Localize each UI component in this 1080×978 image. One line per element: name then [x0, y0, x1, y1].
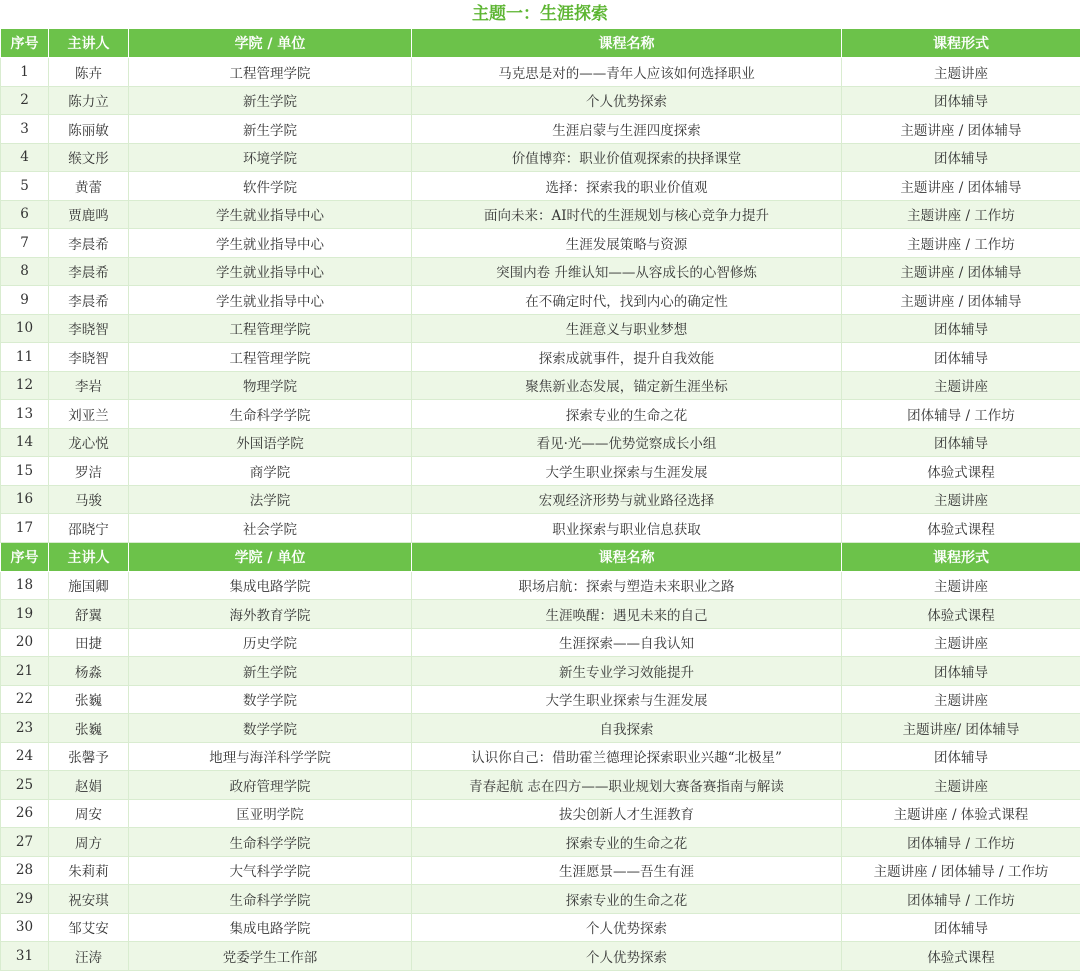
cell-lecturer: 李晨希: [49, 229, 129, 258]
table-row: [1, 257, 1080, 286]
header-course-format: 课程形式: [842, 29, 1080, 58]
cell-lecturer: 贾鹿鸣: [49, 200, 129, 229]
cell-course-name: 职场启航：探索与塑造未来职业之路: [412, 571, 842, 600]
table-row: [1, 742, 1080, 771]
cell-department: 党委学生工作部: [129, 942, 412, 971]
cell-lecturer: 邹艾安: [49, 913, 129, 942]
cell-department: 商学院: [129, 457, 412, 486]
cell-course-name: 宏观经济形势与就业路径选择: [412, 485, 842, 514]
cell-course-name: 探索成就事件，提升自我效能: [412, 343, 842, 372]
cell-department: 法学院: [129, 485, 412, 514]
cell-lecturer: 陈力立: [49, 86, 129, 115]
table-row: [1, 885, 1080, 914]
cell-row-number: 29: [1, 885, 49, 914]
table-row: [1, 771, 1080, 800]
table-row: [1, 343, 1080, 372]
cell-department: 生命科学学院: [129, 885, 412, 914]
table-row: [1, 913, 1080, 942]
cell-course-format: 主题讲座 / 体验式课程: [842, 799, 1080, 828]
cell-course-format: 团体辅导 / 工作坊: [842, 885, 1080, 914]
cell-lecturer: 祝安琪: [49, 885, 129, 914]
cell-department: 学生就业指导中心: [129, 257, 412, 286]
cell-course-format: 主题讲座 / 团体辅导 / 工作坊: [842, 856, 1080, 885]
cell-lecturer: 张馨予: [49, 742, 129, 771]
cell-department: 集成电路学院: [129, 571, 412, 600]
table-row: [1, 457, 1080, 486]
cell-course-name: 选择：探索我的职业价值观: [412, 172, 842, 201]
cell-row-number: 19: [1, 600, 49, 629]
cell-row-number: 18: [1, 571, 49, 600]
cell-lecturer: 李晨希: [49, 286, 129, 315]
cell-department: 工程管理学院: [129, 343, 412, 372]
cell-row-number: 25: [1, 771, 49, 800]
cell-course-name: 生涯发展策略与资源: [412, 229, 842, 258]
table-header-row: [1, 29, 1080, 58]
cell-lecturer: 赵娟: [49, 771, 129, 800]
cell-department: 匡亚明学院: [129, 799, 412, 828]
cell-course-format: 主题讲座 / 团体辅导: [842, 257, 1080, 286]
table-row: [1, 172, 1080, 201]
cell-row-number: 3: [1, 115, 49, 144]
cell-department: 新生学院: [129, 657, 412, 686]
cell-course-name: 生涯意义与职业梦想: [412, 314, 842, 343]
cell-course-format: 体验式课程: [842, 942, 1080, 971]
cell-lecturer: 李晨希: [49, 257, 129, 286]
header-row-number: 序号: [1, 542, 49, 571]
cell-row-number: 16: [1, 485, 49, 514]
cell-lecturer: 龙心悦: [49, 428, 129, 457]
table-row: [1, 314, 1080, 343]
cell-row-number: 21: [1, 657, 49, 686]
cell-department: 软件学院: [129, 172, 412, 201]
cell-course-format: 主题讲座: [842, 771, 1080, 800]
cell-course-format: 团体辅导: [842, 314, 1080, 343]
cell-row-number: 1: [1, 58, 49, 87]
cell-row-number: 12: [1, 371, 49, 400]
cell-department: 社会学院: [129, 514, 412, 543]
cell-course-name: 个人优势探索: [412, 913, 842, 942]
cell-row-number: 7: [1, 229, 49, 258]
cell-course-name: 大学生职业探索与生涯发展: [412, 685, 842, 714]
cell-department: 数学学院: [129, 685, 412, 714]
cell-department: 环境学院: [129, 143, 412, 172]
cell-course-name: 新生专业学习效能提升: [412, 657, 842, 686]
table-row: [1, 600, 1080, 629]
cell-department: 学生就业指导中心: [129, 286, 412, 315]
table-row: [1, 828, 1080, 857]
cell-row-number: 27: [1, 828, 49, 857]
table-row: [1, 400, 1080, 429]
cell-course-format: 主题讲座 / 团体辅导: [842, 115, 1080, 144]
cell-lecturer: 张巍: [49, 685, 129, 714]
table-header-row: [1, 542, 1080, 571]
cell-lecturer: 李岩: [49, 371, 129, 400]
cell-department: 新生学院: [129, 115, 412, 144]
cell-row-number: 15: [1, 457, 49, 486]
cell-row-number: 26: [1, 799, 49, 828]
cell-row-number: 31: [1, 942, 49, 971]
cell-department: 生命科学学院: [129, 828, 412, 857]
cell-row-number: 17: [1, 514, 49, 543]
cell-department: 外国语学院: [129, 428, 412, 457]
cell-course-name: 个人优势探索: [412, 942, 842, 971]
cell-course-name: 拔尖创新人才生涯教育: [412, 799, 842, 828]
table-row: [1, 428, 1080, 457]
cell-course-format: 主题讲座: [842, 485, 1080, 514]
cell-course-name: 自我探索: [412, 714, 842, 743]
cell-department: 海外教育学院: [129, 600, 412, 629]
table-row: [1, 856, 1080, 885]
cell-course-name: 认识你自己：借助霍兰德理论探索职业兴趣“北极星”: [412, 742, 842, 771]
table-row: [1, 143, 1080, 172]
cell-lecturer: 陈丽敏: [49, 115, 129, 144]
cell-course-name: 看见·光——优势觉察成长小组: [412, 428, 842, 457]
cell-course-name: 探索专业的生命之花: [412, 400, 842, 429]
cell-row-number: 5: [1, 172, 49, 201]
cell-row-number: 23: [1, 714, 49, 743]
cell-department: 物理学院: [129, 371, 412, 400]
cell-course-format: 主题讲座: [842, 628, 1080, 657]
header-lecturer: 主讲人: [49, 542, 129, 571]
table-row: [1, 628, 1080, 657]
cell-row-number: 14: [1, 428, 49, 457]
cell-course-format: 团体辅导: [842, 428, 1080, 457]
cell-lecturer: 张巍: [49, 714, 129, 743]
header-course-format: 课程形式: [842, 542, 1080, 571]
cell-lecturer: 周方: [49, 828, 129, 857]
cell-department: 集成电路学院: [129, 913, 412, 942]
cell-row-number: 6: [1, 200, 49, 229]
cell-department: 数学学院: [129, 714, 412, 743]
cell-course-format: 团体辅导: [842, 913, 1080, 942]
header-row-number: 序号: [1, 29, 49, 58]
cell-lecturer: 朱莉莉: [49, 856, 129, 885]
cell-row-number: 30: [1, 913, 49, 942]
cell-course-format: 团体辅导: [842, 86, 1080, 115]
cell-department: 工程管理学院: [129, 314, 412, 343]
cell-course-format: 团体辅导: [842, 343, 1080, 372]
cell-lecturer: 陈卉: [49, 58, 129, 87]
cell-course-format: 团体辅导 / 工作坊: [842, 828, 1080, 857]
cell-row-number: 2: [1, 86, 49, 115]
cell-department: 大气科学学院: [129, 856, 412, 885]
cell-course-name: 聚焦新业态发展，锚定新生涯坐标: [412, 371, 842, 400]
cell-course-name: 大学生职业探索与生涯发展: [412, 457, 842, 486]
cell-course-name: 在不确定时代，找到内心的确定性: [412, 286, 842, 315]
table-row: [1, 514, 1080, 543]
table-row: [1, 371, 1080, 400]
table-row: [1, 200, 1080, 229]
header-lecturer: 主讲人: [49, 29, 129, 58]
cell-row-number: 11: [1, 343, 49, 372]
cell-course-format: 体验式课程: [842, 457, 1080, 486]
cell-course-format: 主题讲座 / 工作坊: [842, 229, 1080, 258]
cell-department: 生命科学学院: [129, 400, 412, 429]
cell-department: 学生就业指导中心: [129, 200, 412, 229]
cell-course-format: 团体辅导: [842, 657, 1080, 686]
cell-row-number: 13: [1, 400, 49, 429]
cell-course-format: 主题讲座: [842, 371, 1080, 400]
cell-course-name: 个人优势探索: [412, 86, 842, 115]
cell-row-number: 8: [1, 257, 49, 286]
cell-lecturer: 施国卿: [49, 571, 129, 600]
cell-course-name: 职业探索与职业信息获取: [412, 514, 842, 543]
cell-department: 政府管理学院: [129, 771, 412, 800]
cell-lecturer: 杨淼: [49, 657, 129, 686]
cell-course-name: 青春起航 志在四方——职业规划大赛备赛指南与解读: [412, 771, 842, 800]
table-row: [1, 714, 1080, 743]
cell-course-format: 团体辅导: [842, 143, 1080, 172]
table-row: [1, 685, 1080, 714]
cell-lecturer: 缑文彤: [49, 143, 129, 172]
cell-lecturer: 李晓智: [49, 314, 129, 343]
cell-course-format: 主题讲座 / 团体辅导: [842, 286, 1080, 315]
table-row: [1, 229, 1080, 258]
cell-lecturer: 田捷: [49, 628, 129, 657]
cell-course-format: 团体辅导 / 工作坊: [842, 400, 1080, 429]
cell-row-number: 9: [1, 286, 49, 315]
cell-course-format: 体验式课程: [842, 514, 1080, 543]
cell-course-name: 探索专业的生命之花: [412, 885, 842, 914]
cell-course-name: 生涯唤醒：遇见未来的自己: [412, 600, 842, 629]
cell-row-number: 22: [1, 685, 49, 714]
cell-lecturer: 罗洁: [49, 457, 129, 486]
cell-lecturer: 刘亚兰: [49, 400, 129, 429]
cell-course-name: 生涯启蒙与生涯四度探索: [412, 115, 842, 144]
cell-course-format: 主题讲座: [842, 571, 1080, 600]
header-department: 学院 / 单位: [129, 542, 412, 571]
table-row: [1, 571, 1080, 600]
cell-lecturer: 马骏: [49, 485, 129, 514]
cell-lecturer: 李晓智: [49, 343, 129, 372]
cell-course-name: 突围内卷 升维认知——从容成长的心智修炼: [412, 257, 842, 286]
cell-row-number: 20: [1, 628, 49, 657]
table-row: [1, 942, 1080, 971]
table-row: [1, 58, 1080, 87]
cell-course-format: 主题讲座 / 团体辅导: [842, 172, 1080, 201]
cell-lecturer: 舒翼: [49, 600, 129, 629]
cell-department: 新生学院: [129, 86, 412, 115]
cell-course-format: 主题讲座: [842, 58, 1080, 87]
course-table: [0, 28, 1080, 971]
header-course-name: 课程名称: [412, 29, 842, 58]
cell-course-name: 价值博弈：职业价值观探索的抉择课堂: [412, 143, 842, 172]
cell-row-number: 28: [1, 856, 49, 885]
table-row: [1, 657, 1080, 686]
table-row: [1, 86, 1080, 115]
cell-course-name: 探索专业的生命之花: [412, 828, 842, 857]
cell-course-name: 生涯愿景——吾生有涯: [412, 856, 842, 885]
cell-row-number: 4: [1, 143, 49, 172]
cell-lecturer: 邵晓宁: [49, 514, 129, 543]
cell-department: 地理与海洋科学学院: [129, 742, 412, 771]
cell-row-number: 24: [1, 742, 49, 771]
cell-lecturer: 汪涛: [49, 942, 129, 971]
table-row: [1, 485, 1080, 514]
cell-department: 历史学院: [129, 628, 412, 657]
table-row: [1, 799, 1080, 828]
cell-course-name: 马克思是对的——青年人应该如何选择职业: [412, 58, 842, 87]
cell-course-format: 团体辅导: [842, 742, 1080, 771]
cell-course-format: 体验式课程: [842, 600, 1080, 629]
cell-course-format: 主题讲座/ 团体辅导: [842, 714, 1080, 743]
table-row: [1, 115, 1080, 144]
header-department: 学院 / 单位: [129, 29, 412, 58]
cell-row-number: 10: [1, 314, 49, 343]
cell-course-name: 生涯探索——自我认知: [412, 628, 842, 657]
cell-course-format: 主题讲座: [842, 685, 1080, 714]
cell-course-format: 主题讲座 / 工作坊: [842, 200, 1080, 229]
header-course-name: 课程名称: [412, 542, 842, 571]
cell-lecturer: 黄蕾: [49, 172, 129, 201]
cell-lecturer: 周安: [49, 799, 129, 828]
cell-department: 学生就业指导中心: [129, 229, 412, 258]
cell-department: 工程管理学院: [129, 58, 412, 87]
table-row: [1, 286, 1080, 315]
page-title: 主题一：生涯探索: [472, 4, 608, 24]
cell-course-name: 面向未来：AI时代的生涯规划与核心竞争力提升: [412, 200, 842, 229]
